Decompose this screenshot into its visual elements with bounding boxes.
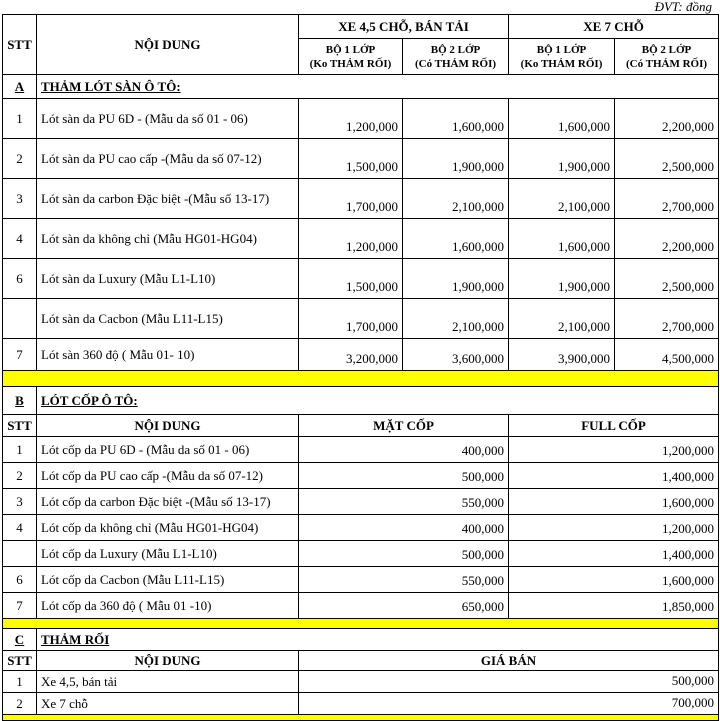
section-c-title-row [3, 629, 719, 651]
section-c-title: THẢM RỐI [37, 629, 719, 651]
row-value: 4,500,000 [615, 339, 719, 371]
row-stt: 4 [3, 219, 37, 259]
header-noi-dung: NỘI DUNG [37, 15, 299, 75]
row-stt: 6 [3, 259, 37, 299]
row-value: 1,900,000 [403, 259, 509, 299]
row-stt: 1 [3, 99, 37, 139]
yellow-separator [3, 619, 719, 629]
section-a-code: A [3, 75, 37, 99]
row-price: 500,000 [299, 671, 719, 693]
row-stt: 3 [3, 179, 37, 219]
row-stt [3, 541, 37, 567]
row-name: Lót sàn da không chỉ (Mẫu HG01-HG04) [37, 219, 299, 259]
row-name: Lót cốp da carbon Đặc biệt -(Mẫu số 13-17) [37, 489, 299, 515]
header-group-2: XE 7 CHỖ [509, 15, 719, 39]
row-value: 2,200,000 [615, 99, 719, 139]
row-name: Lót sàn da PU cao cấp -(Mẫu da số 07-12) [37, 139, 299, 179]
row-value: 1,600,000 [403, 219, 509, 259]
row-name: Lót cốp da PU 6D - (Mẫu da số 01 - 06) [37, 437, 299, 463]
row-stt: 6 [3, 567, 37, 593]
row-stt: 2 [3, 139, 37, 179]
section-c-col-stt: STT [3, 651, 37, 671]
row-value: 500,000 [299, 541, 509, 567]
section-a-title-row [3, 75, 719, 99]
row-value: 550,000 [299, 489, 509, 515]
table-row [3, 463, 719, 489]
row-value: 1,700,000 [299, 179, 403, 219]
row-name: Lót sàn da Cacbon (Mẫu L11-L15) [37, 299, 299, 339]
row-value: 500,000 [299, 463, 509, 489]
section-b-col-stt: STT [3, 415, 37, 437]
row-value: 1,700,000 [299, 299, 403, 339]
row-value: 1,900,000 [509, 259, 615, 299]
table-row [3, 437, 719, 463]
row-value: 1,200,000 [299, 219, 403, 259]
row-value: 1,600,000 [509, 489, 719, 515]
table-row [3, 489, 719, 515]
row-value: 1,500,000 [299, 139, 403, 179]
row-stt: 2 [3, 693, 37, 715]
section-b-col-2: FULL CỐP [509, 415, 719, 437]
row-value: 400,000 [299, 515, 509, 541]
row-stt: 2 [3, 463, 37, 489]
row-value: 550,000 [299, 567, 509, 593]
unit-note: ĐVT: đồng [654, 0, 712, 14]
row-value: 1,500,000 [299, 259, 403, 299]
row-name: Xe 4,5, bán tải [37, 671, 299, 693]
section-b-title: LÓT CỐP Ô TÔ: [37, 387, 719, 415]
row-value: 1,850,000 [509, 593, 719, 619]
header-stt: STT [3, 15, 37, 75]
row-value: 2,500,000 [615, 259, 719, 299]
row-name: Lót cốp da PU cao cấp -(Mẫu da số 07-12) [37, 463, 299, 489]
header-sub-2a: BỘ 2 LỚP (Có THẢM RỐI) [403, 39, 509, 75]
row-value: 650,000 [299, 593, 509, 619]
section-c-header-row [3, 651, 719, 671]
table-row [3, 139, 719, 179]
row-value: 1,400,000 [509, 541, 719, 567]
price-table [2, 14, 719, 721]
row-stt [3, 299, 37, 339]
row-value: 1,200,000 [509, 437, 719, 463]
section-b-col-1: MẶT CỐP [299, 415, 509, 437]
row-stt: 7 [3, 339, 37, 371]
row-name: Lót cốp da không chỉ (Mẫu HG01-HG04) [37, 515, 299, 541]
row-value: 1,900,000 [403, 139, 509, 179]
yellow-separator [3, 371, 719, 387]
row-value: 1,600,000 [509, 567, 719, 593]
row-name: Lót sàn da PU 6D - (Mẫu da số 01 - 06) [37, 99, 299, 139]
section-c-code: C [3, 629, 37, 651]
header-sub-1a: BỘ 1 LỚP (Ko THẢM RỐI) [299, 39, 403, 75]
table-row [3, 179, 719, 219]
row-value: 3,900,000 [509, 339, 615, 371]
row-value: 1,900,000 [509, 139, 615, 179]
table-row [3, 219, 719, 259]
section-b-code: B [3, 387, 37, 415]
row-stt: 1 [3, 437, 37, 463]
row-name: Xe 7 chỗ [37, 693, 299, 715]
row-value: 2,100,000 [509, 179, 615, 219]
header-group-1: XE 4,5 CHỖ, BÁN TẢI [299, 15, 509, 39]
section-c-col-price: GIÁ BÁN [299, 651, 719, 671]
row-value: 2,200,000 [615, 219, 719, 259]
row-value: 2,500,000 [615, 139, 719, 179]
row-value: 2,100,000 [403, 179, 509, 219]
row-stt: 4 [3, 515, 37, 541]
section-c-col-name: NỘI DUNG [37, 651, 299, 671]
table-row [3, 541, 719, 567]
table-row [3, 671, 719, 693]
section-a-title: THẢM LÓT SÀN Ô TÔ: [37, 75, 719, 99]
header-row-1 [3, 15, 719, 39]
row-value: 2,100,000 [509, 299, 615, 339]
header-sub-2b: BỘ 2 LỚP (Có THẢM RỐI) [615, 39, 719, 75]
row-value: 1,400,000 [509, 463, 719, 489]
row-stt: 3 [3, 489, 37, 515]
row-name: Lót cốp da 360 độ ( Mẫu 01 -10) [37, 593, 299, 619]
row-value: 1,600,000 [403, 99, 509, 139]
row-value: 1,600,000 [509, 99, 615, 139]
table-row [3, 299, 719, 339]
row-value: 3,200,000 [299, 339, 403, 371]
row-name: Lót sàn da carbon Đặc biệt -(Mẫu số 13-17) [37, 179, 299, 219]
row-value: 400,000 [299, 437, 509, 463]
row-name: Lót sàn da Luxury (Mẫu L1-L10) [37, 259, 299, 299]
separator-row [3, 619, 719, 629]
section-b-title-row [3, 387, 719, 415]
separator-row [3, 371, 719, 387]
table-row [3, 99, 719, 139]
row-name: Lót cốp da Cacbon (Mẫu L11-L15) [37, 567, 299, 593]
section-b-col-name: NỘI DUNG [37, 415, 299, 437]
row-value: 1,200,000 [509, 515, 719, 541]
row-value: 1,600,000 [509, 219, 615, 259]
row-value: 1,200,000 [299, 99, 403, 139]
header-sub-1b: BỘ 1 LỚP (Ko THẢM RỐI) [509, 39, 615, 75]
table-row [3, 593, 719, 619]
table-row [3, 339, 719, 371]
row-value: 3,600,000 [403, 339, 509, 371]
table-row [3, 567, 719, 593]
row-value: 2,100,000 [403, 299, 509, 339]
row-name: Lót sàn 360 độ ( Mẫu 01- 10) [37, 339, 299, 371]
row-value: 2,700,000 [615, 179, 719, 219]
row-stt: 7 [3, 593, 37, 619]
table-row [3, 259, 719, 299]
table-row [3, 515, 719, 541]
row-name: Lót cốp da Luxury (Mẫu L1-L10) [37, 541, 299, 567]
section-b-header-row [3, 415, 719, 437]
row-value: 2,700,000 [615, 299, 719, 339]
row-price: 700,000 [299, 693, 719, 715]
row-stt: 1 [3, 671, 37, 693]
table-row [3, 693, 719, 715]
